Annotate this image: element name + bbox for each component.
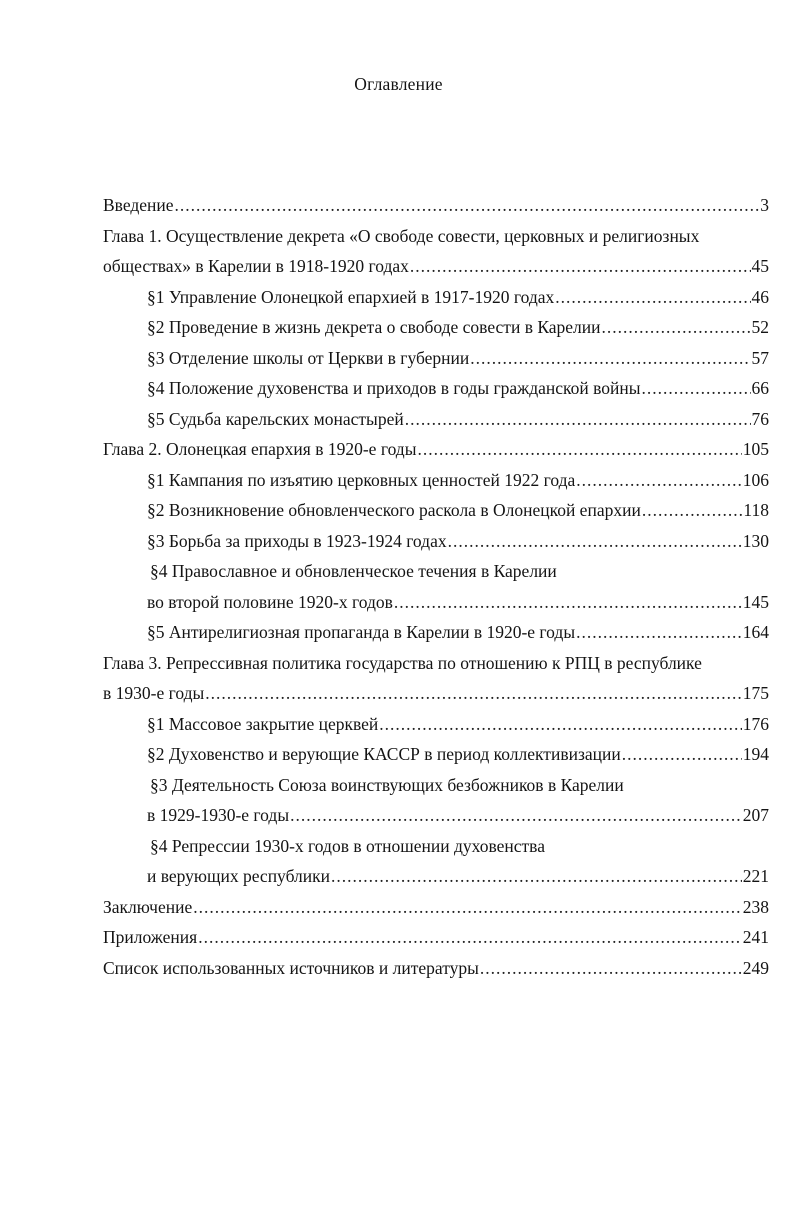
toc-page-number: 52 xyxy=(751,317,769,337)
toc-entry-text: §3 Отделение школы от Церкви в губернии xyxy=(147,347,470,368)
toc-entry-text: §4 Православное и обновленческое течения в Карелии xyxy=(150,561,557,581)
toc-entry-section-cont xyxy=(0,861,769,892)
toc-entry-bibliography xyxy=(0,953,769,984)
toc-entry-text: Приложения xyxy=(103,927,198,947)
toc-entry-chapter-2 xyxy=(0,434,769,465)
toc-entry-text: §1 Массовое закрытие церквей xyxy=(147,713,379,734)
toc-page-number: 164 xyxy=(742,622,769,642)
toc-leader-dots xyxy=(394,587,742,618)
toc-leader-dots xyxy=(405,404,751,435)
toc-entry-conclusion xyxy=(0,892,769,923)
toc-entry-section xyxy=(0,343,769,374)
toc-page-number: 175 xyxy=(742,683,769,703)
toc-entry-text: в 1929-1930-е годы xyxy=(147,805,290,825)
toc-page-number: 46 xyxy=(751,286,769,307)
toc-leader-dots xyxy=(576,465,742,496)
toc-leader-dots xyxy=(470,343,750,374)
toc-page-number: 106 xyxy=(742,469,769,490)
toc-entry-section xyxy=(0,373,769,404)
toc-leader-dots xyxy=(290,800,742,831)
toc-leader-dots xyxy=(480,953,742,984)
toc-entry-section xyxy=(0,831,797,862)
toc-entry-text: и верующих республики xyxy=(147,866,331,886)
toc-entry-text: §2 Проведение в жизнь декрета о свободе совести в Карелии xyxy=(147,317,601,337)
toc-entry-chapter-1-cont xyxy=(0,251,769,282)
toc-entry-text: Заключение xyxy=(103,896,193,917)
toc-entry-section xyxy=(0,465,769,496)
toc-entry-chapter-3-cont xyxy=(0,678,769,709)
toc-leader-dots xyxy=(448,526,742,557)
toc-page-number: 76 xyxy=(751,408,769,429)
toc-entry-appendices xyxy=(0,922,769,953)
toc-page-number: 241 xyxy=(742,927,769,947)
toc-entry-text: §4 Положение духовенства и приходов в годы гражданской войны xyxy=(147,378,641,398)
toc-entry-introduction xyxy=(0,190,769,221)
toc-entry-text: обществах» в Карелии в 1918-1920 годах xyxy=(103,256,409,276)
toc-page-number: 130 xyxy=(742,530,769,551)
toc-entry-text: §3 Борьба за приходы в 1923-1924 годах xyxy=(147,530,447,551)
toc-entry-text: Глава 3. Репрессивная политика государства по отношению к РПЦ в республике xyxy=(103,652,702,673)
toc-leader-dots xyxy=(642,495,743,526)
toc-entry-text: §4 Репрессии 1930-х годов в отношении духовенства xyxy=(150,835,545,856)
toc-entry-section xyxy=(0,404,769,435)
toc-entry-text: §1 Управление Олонецкой епархией в 1917-1920 годах xyxy=(147,286,555,307)
toc-page-number: 221 xyxy=(742,866,769,886)
toc-page-number: 66 xyxy=(751,378,769,398)
table-of-contents xyxy=(0,190,797,983)
toc-leader-dots xyxy=(205,678,741,709)
toc-leader-dots xyxy=(379,709,741,740)
toc-leader-dots xyxy=(417,434,741,465)
toc-leader-dots xyxy=(576,617,742,648)
page-title: Оглавление xyxy=(354,74,443,94)
toc-page-number: 105 xyxy=(742,439,769,459)
toc-entry-text: Введение xyxy=(103,195,174,215)
toc-entry-section xyxy=(0,312,769,343)
toc-leader-dots xyxy=(622,739,742,770)
toc-entry-section xyxy=(0,556,797,587)
toc-page-number: 57 xyxy=(751,347,769,368)
toc-entry-section xyxy=(0,526,769,557)
toc-entry-section xyxy=(0,770,797,801)
toc-page-number: 45 xyxy=(751,256,769,276)
toc-entry-section-cont xyxy=(0,587,769,618)
toc-entry-text: во второй половине 1920-х годов xyxy=(147,591,393,612)
toc-entry-section-cont xyxy=(0,800,769,831)
toc-leader-dots xyxy=(175,190,760,221)
toc-entry-text: §2 Возникновение обновленческого раскола в Олонецкой епархии xyxy=(147,500,641,520)
toc-page-number: 249 xyxy=(742,957,769,978)
toc-entry-text: Глава 1. Осуществление декрета «О свободе совести, церковных и религиозных xyxy=(103,225,700,246)
toc-page-number: 194 xyxy=(742,744,769,764)
toc-page-number: 3 xyxy=(760,195,769,215)
toc-leader-dots xyxy=(331,861,742,892)
toc-entry-text: §5 Антирелигиозная пропаганда в Карелии в 1920-е годы xyxy=(147,622,576,642)
toc-entry-text: §1 Кампания по изъятию церковных ценностей 1922 года xyxy=(147,469,576,490)
toc-leader-dots xyxy=(602,312,751,343)
toc-leader-dots xyxy=(410,251,751,282)
toc-entry-section xyxy=(0,495,769,526)
toc-entry-section xyxy=(0,739,769,770)
toc-entry-text: Глава 2. Олонецкая епархия в 1920-е годы xyxy=(103,439,417,459)
toc-page-number: 176 xyxy=(742,713,769,734)
toc-leader-dots xyxy=(555,282,750,313)
toc-entry-text: §3 Деятельность Союза воинствующих безбожников в Карелии xyxy=(150,774,624,795)
toc-page-number: 207 xyxy=(742,805,769,825)
toc-entry-text: Список использованных источников и литературы xyxy=(103,957,479,978)
toc-page-number: 145 xyxy=(742,591,769,612)
toc-page-number: 238 xyxy=(742,896,769,917)
toc-leader-dots xyxy=(193,892,742,923)
toc-entry-chapter-1 xyxy=(0,221,797,252)
toc-entry-section xyxy=(0,617,769,648)
toc-entry-text: в 1930-е годы xyxy=(103,683,205,703)
toc-page-number: 118 xyxy=(743,500,769,520)
toc-entry-section xyxy=(0,709,769,740)
toc-leader-dots xyxy=(198,922,742,953)
toc-entry-text: §5 Судьба карельских монастырей xyxy=(147,408,404,429)
toc-leader-dots xyxy=(642,373,751,404)
toc-entry-chapter-3 xyxy=(0,648,797,679)
toc-entry-text: §2 Духовенство и верующие КАССР в период коллективизации xyxy=(147,744,621,764)
toc-entry-section xyxy=(0,282,769,313)
